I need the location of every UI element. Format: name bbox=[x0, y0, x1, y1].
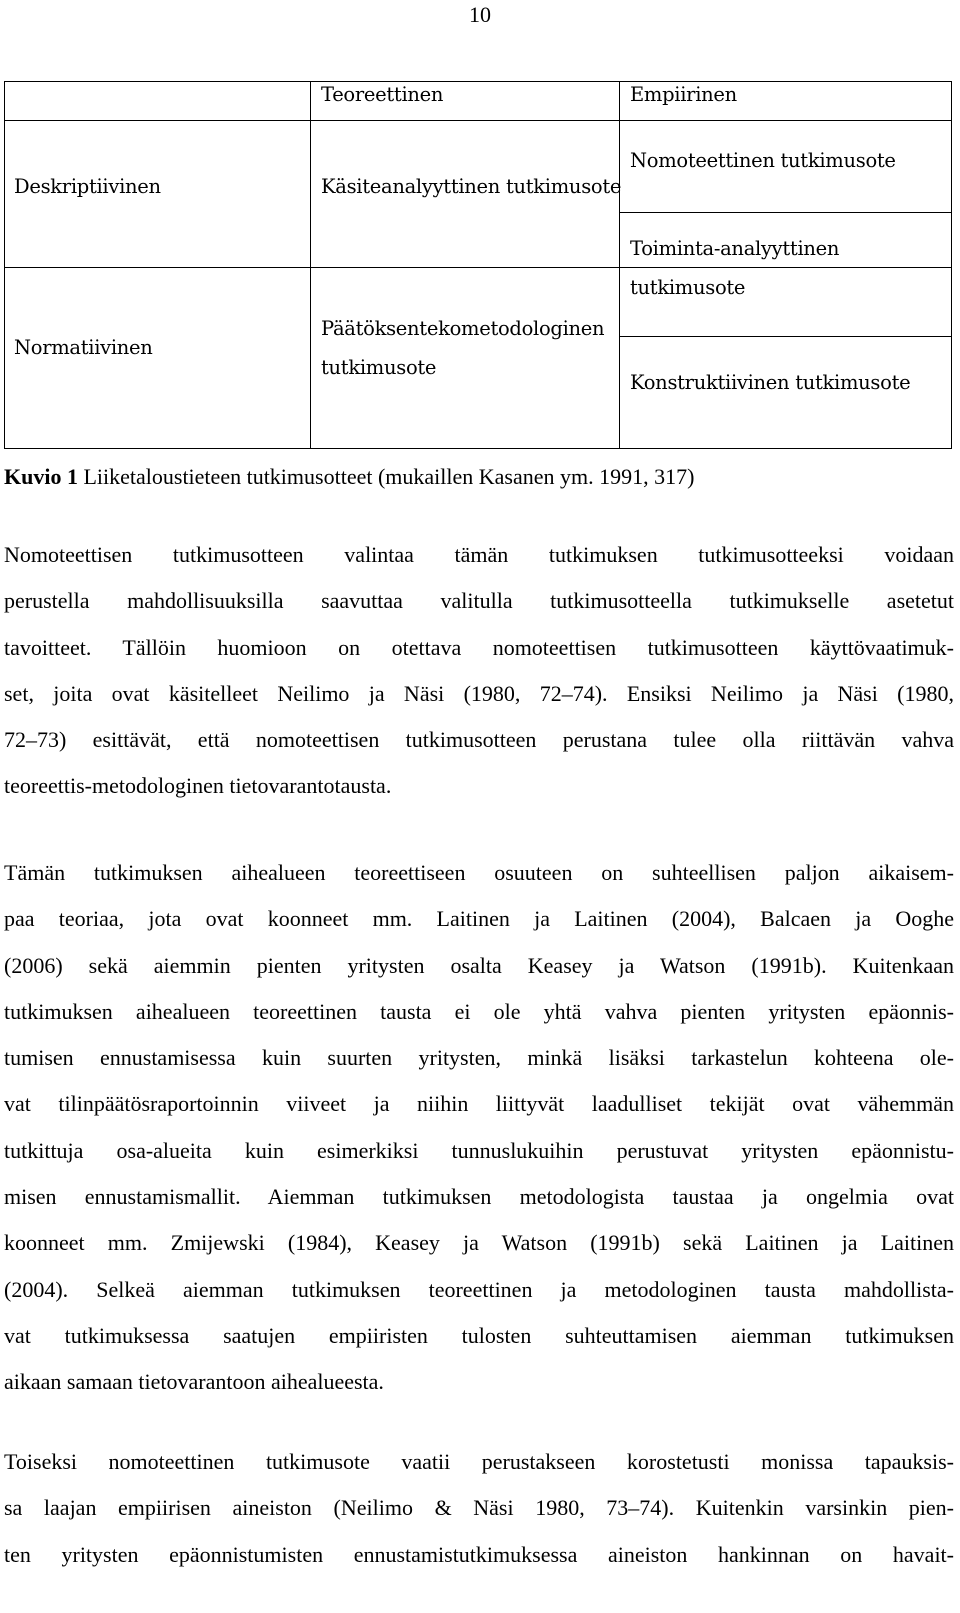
paragraph-line: set, joita ovat käsitelleet Neilimo ja Näsi (1980, 72–74). Ensiksi Neilimo ja Näsi (1980, bbox=[4, 680, 954, 706]
cell-decision-methodological-line1: Päätöksentekometodologinen bbox=[321, 317, 605, 340]
paragraph-line: tutkittuja osa-alueita kuin esimerkiksi tunnuslukuihin perustuvat yritysten epäonnistu- bbox=[4, 1137, 954, 1163]
paragraph-3 bbox=[4, 1439, 954, 1578]
paragraph-line: Toiseksi nomoteettinen tutkimusote vaatii perustakseen korostetusti monissa tapauksis- bbox=[4, 1449, 954, 1474]
paragraph-line: 72–73) esittävät, että nomoteettisen tutkimusotteen perustana tulee olla riittävän vahva bbox=[4, 727, 954, 753]
paragraph-2 bbox=[4, 850, 954, 1406]
paragraph-line: vat tilinpäätösraportoinnin viiveet ja niihin liittyvät laadulliset tekijät ovat vähemmän bbox=[4, 1091, 954, 1117]
paragraph-1 bbox=[4, 532, 954, 810]
header-theoretical: Teoreettinen bbox=[321, 83, 444, 106]
paragraph-line: ten yritysten epäonnistumisten ennustamistutkimuksessa aineiston hankinnan on havait- bbox=[4, 1541, 954, 1567]
paragraph-line: misen ennustamismallit. Aiemman tutkimuksen metodologista taustaa ja ongelmia ovat bbox=[4, 1184, 954, 1210]
figure-divider-header bbox=[5, 120, 951, 121]
figure-caption bbox=[4, 463, 694, 491]
header-empirical: Empiirinen bbox=[630, 83, 737, 106]
cell-action-analytical-line2: tutkimusote bbox=[630, 276, 746, 299]
paragraph-line: Nomoteettisen tutkimusotteen valintaa tämän tutkimuksen tutkimusotteeksi voidaan bbox=[4, 542, 954, 567]
paragraph-line: tutkimuksen aihealueen teoreettinen tausta ei ole yhtä vahva pienten yritysten epäonnis- bbox=[4, 998, 954, 1024]
paragraph-line: aikaan samaan tietovarantoon aihealueesta. bbox=[4, 1369, 384, 1395]
row-descriptive: Deskriptiivinen bbox=[14, 175, 161, 198]
caption-text: Liiketaloustieteen tutkimusotteet (mukaillen Kasanen ym. 1991, 317) bbox=[77, 464, 695, 489]
paragraph-line: Tämän tutkimuksen aihealueen teoreettiseen osuuteen on suhteellisen paljon aikaisem- bbox=[4, 860, 954, 885]
paragraph-line: (2004). Selkeä aiemman tutkimuksen teoreettinen ja metodologinen tausta mahdollista- bbox=[4, 1276, 954, 1302]
paragraph-line: tavoitteet. Tällöin huomioon on otettava nomoteettisen tutkimusotteen käyttövaatimuk- bbox=[4, 634, 954, 660]
paragraph-line: sa laajan empiirisen aineiston (Neilimo & Näsi 1980, 73–74). Kuitenkin varsinkin pien- bbox=[4, 1495, 954, 1521]
cell-constructive: Konstruktiivinen tutkimusote bbox=[630, 371, 911, 394]
paragraph-line: tumisen ennustamisessa kuin suurten yritysten, minkä lisäksi tarkastelun kohteena ole- bbox=[4, 1045, 954, 1071]
paragraph-line: vat tutkimuksessa saatujen empiiristen tulosten suhteuttamisen aiemman tutkimuksen bbox=[4, 1322, 954, 1348]
figure-divider-empirical-1 bbox=[619, 212, 951, 213]
cell-concept-analytical: Käsiteanalyyttinen tutkimusote bbox=[321, 175, 622, 198]
research-approaches-figure bbox=[4, 81, 952, 449]
paragraph-line: perustella mahdollisuuksilla saavuttaa valitulla tutkimusotteella tutkimukselle asetetut bbox=[4, 588, 954, 614]
figure-divider-empirical-2 bbox=[619, 336, 951, 337]
paragraph-line: paa teoriaa, jota ovat koonneet mm. Laitinen ja Laitinen (2004), Balcaen ja Ooghe bbox=[4, 906, 954, 932]
cell-nomothetic: Nomoteettinen tutkimusote bbox=[630, 149, 896, 172]
paragraph-line: (2006) sekä aiemmin pienten yritysten osalta Keasey ja Watson (1991b). Kuitenkaan bbox=[4, 952, 954, 978]
paragraph-line: teoreettis-metodologinen tietovarantotausta. bbox=[4, 773, 392, 799]
cell-action-analytical-line1: Toiminta-analyyttinen bbox=[630, 237, 840, 260]
cell-decision-methodological-line2: tutkimusote bbox=[321, 356, 437, 379]
figure-divider-col1 bbox=[310, 82, 311, 448]
row-normative: Normatiivinen bbox=[14, 336, 153, 359]
paragraph-line: koonneet mm. Zmijewski (1984), Keasey ja Watson (1991b) sekä Laitinen ja Laitinen bbox=[4, 1230, 954, 1256]
page-number: 10 bbox=[469, 2, 491, 27]
caption-label: Kuvio 1 bbox=[4, 464, 78, 489]
figure-divider-col2 bbox=[619, 82, 620, 448]
